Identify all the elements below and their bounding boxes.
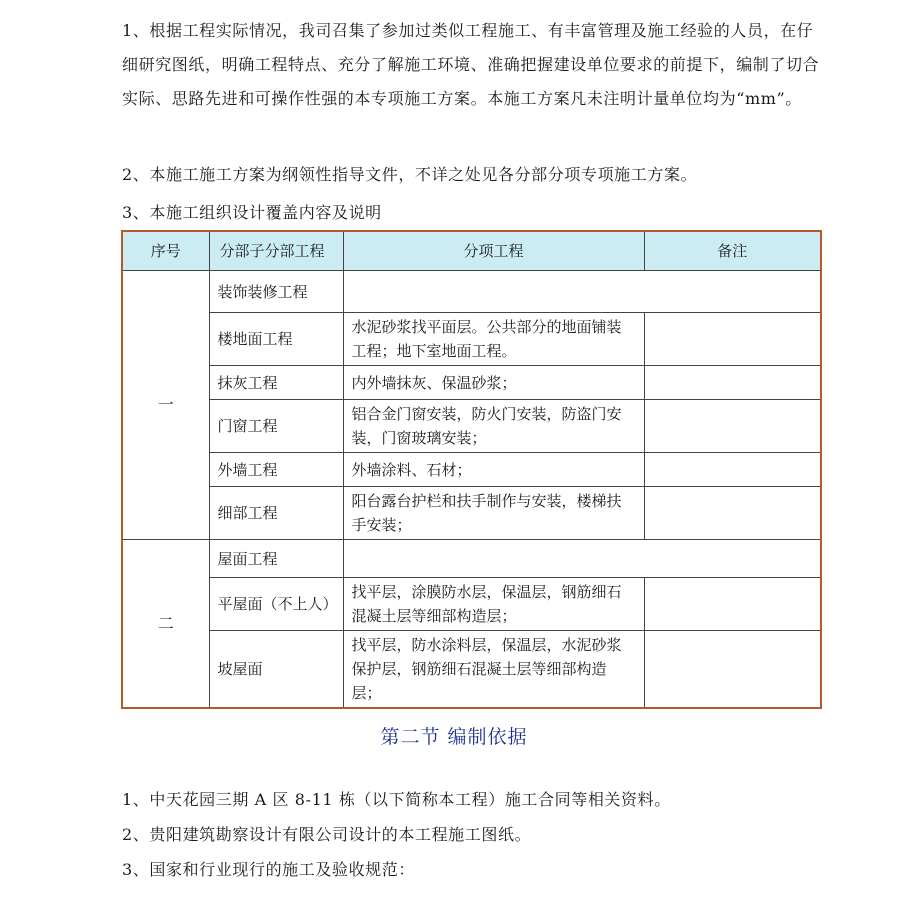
note-cell [644,453,821,487]
item-cell [343,271,821,313]
table-row [122,487,821,540]
item-cell: 铝合金门窗安装，防火门安装，防盗门安装，门窗玻璃安装； [343,400,644,453]
item-cell [343,540,821,578]
basis-paragraph-3: 3、国家和行业现行的施工及验收规范： [122,860,415,879]
scope-table [121,230,822,709]
table-row [122,271,821,313]
note-cell [644,487,821,540]
basis-paragraph-2: 2、贵阳建筑勘察设计有限公司设计的本工程施工图纸。 [122,825,532,844]
header-seq: 序号 [122,231,209,271]
item-cell: 外墙涂料、石材； [343,453,644,487]
table-row [122,540,821,578]
intro-paragraph-2: 2、本施工施工方案为纲领性指导文件，不详之处见各分部分项专项施工方案。 [122,165,698,184]
section-title: 第二节 编制依据 [380,726,528,748]
sub-cell: 屋面工程 [209,540,343,578]
table-row [122,578,821,631]
table-row [122,453,821,487]
group-seq-2: 二 [122,540,209,709]
note-cell [644,313,821,366]
sub-cell: 装饰装修工程 [209,271,343,313]
item-cell: 内外墙抹灰、保温砂浆； [343,366,644,400]
item-cell: 找平层，防水涂料层，保温层，水泥砂浆保护层，钢筋细石混凝土层等细部构造层； [343,631,644,709]
intro-paragraph-1: 1、根据工程实际情况，我司召集了参加过类似工程施工、有丰富管理及施工经验的人员，在仔细研究图纸，明确工程特点、充分了解施工环境、准确把握建设单位要求的前提下，编制了切合实际、思路先进和可操作性强的本专项施工方案。本施工方案凡未注明计量单位均为“mm”。 [122,21,820,108]
table-row [122,313,821,366]
sub-cell: 坡屋面 [209,631,343,709]
sub-cell: 门窗工程 [209,400,343,453]
sub-cell: 楼地面工程 [209,313,343,366]
note-cell [644,400,821,453]
note-cell [644,631,821,709]
sub-cell: 平屋面（不上人） [209,578,343,631]
table-row [122,400,821,453]
table-row [122,631,821,709]
note-cell [644,366,821,400]
header-subdivision: 分部子分部工程 [209,231,343,271]
item-cell: 阳台露台护栏和扶手制作与安装，楼梯扶手安装； [343,487,644,540]
sub-cell: 外墙工程 [209,453,343,487]
note-cell [644,578,821,631]
item-cell: 找平层，涂膜防水层，保温层，钢筋细石混凝土层等细部构造层； [343,578,644,631]
sub-cell: 抹灰工程 [209,366,343,400]
sub-cell: 细部工程 [209,487,343,540]
group-seq-1: 一 [122,271,209,540]
table-header-row [122,231,821,271]
basis-paragraph-1: 1、中天花园三期 A 区 8-11 栋（以下简称本工程）施工合同等相关资料。 [122,790,671,809]
header-item: 分项工程 [343,231,644,271]
table-row [122,366,821,400]
intro-paragraph-3: 3、本施工组织设计覆盖内容及说明 [122,203,382,222]
header-note: 备注 [644,231,821,271]
item-cell: 水泥砂浆找平面层。公共部分的地面铺装工程；地下室地面工程。 [343,313,644,366]
